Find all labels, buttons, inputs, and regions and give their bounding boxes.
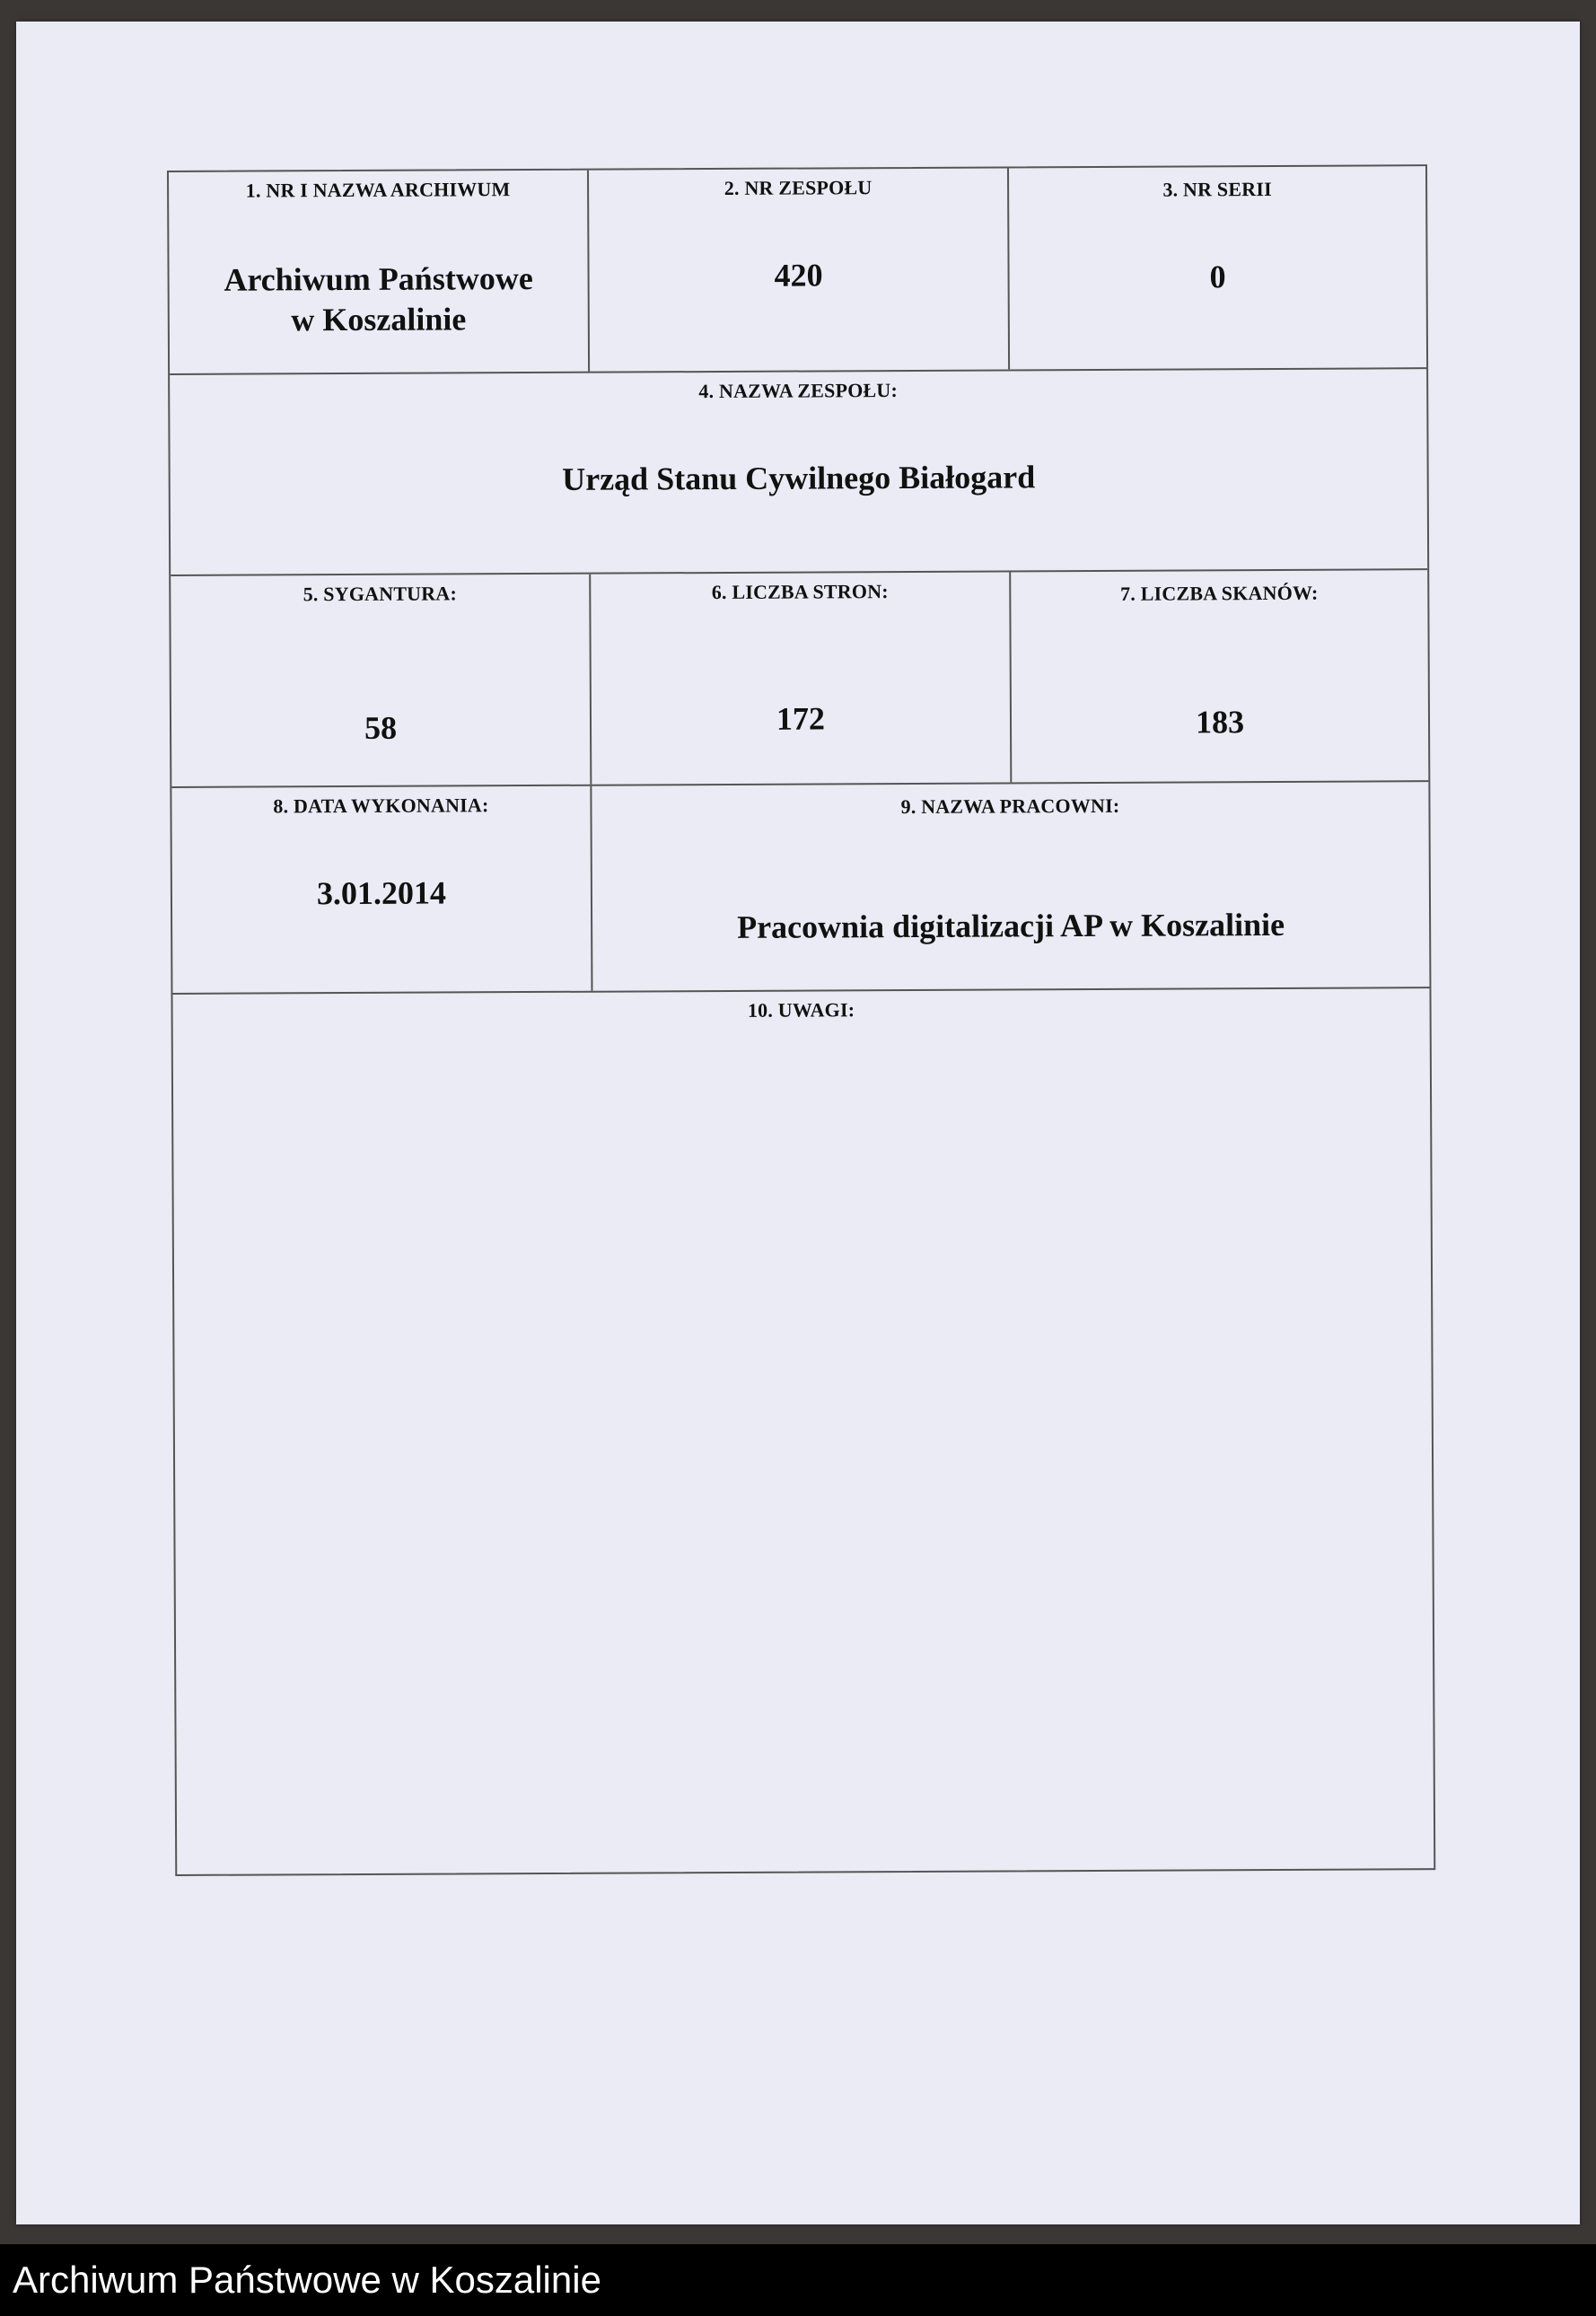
fond-number-label: 2. NR ZESPOŁU [723, 176, 873, 199]
fond-number-cell [589, 168, 1010, 371]
form-row-3 [171, 570, 1428, 788]
fond-number-value: 420 [774, 257, 823, 294]
form-row-5 [172, 988, 1434, 1874]
workshop-cell [592, 782, 1429, 991]
pages-count-value: 172 [776, 700, 826, 737]
form-row-1 [169, 166, 1426, 375]
date-cell [171, 786, 592, 993]
fond-name-cell [170, 369, 1427, 575]
series-number-cell [1009, 166, 1426, 369]
form-row-4 [171, 782, 1429, 995]
archive-caption: Archiwum Państwowe w Koszalinie [13, 2259, 601, 2301]
fond-name-value: Urząd Stanu Cywilnego Białogard [562, 459, 1036, 497]
series-number-value: 0 [1209, 259, 1226, 295]
signature-label: 5. SYGANTURA: [303, 582, 458, 606]
pages-count-label: 6. LICZBA STRON: [711, 580, 889, 604]
scans-count-value: 183 [1195, 704, 1245, 741]
archive-cell [169, 171, 590, 373]
signature-value: 58 [364, 709, 398, 746]
archive-name-line1: Archiwum Państwowe [224, 260, 533, 298]
date-label: 8. DATA WYKONANIA: [273, 794, 489, 818]
remarks-label: 10. UWAGI: [747, 998, 855, 1022]
fond-name-label: 4. NAZWA ZESPOŁU: [698, 379, 899, 403]
scans-count-cell [1011, 570, 1428, 782]
archive-label: 1. NR I NAZWA ARCHIWUM [245, 178, 511, 202]
pages-count-cell [591, 572, 1012, 784]
series-number-label: 3. NR SERII [1162, 177, 1272, 201]
archive-caption-bar [0, 2244, 1596, 2316]
remarks-cell [172, 988, 1434, 1874]
scans-count-label: 7. LICZBA SKANÓW: [1120, 581, 1319, 605]
metadata-form [167, 164, 1435, 1876]
workshop-value: Pracownia digitalizacji AP w Koszalinie [737, 906, 1285, 945]
signature-cell [171, 575, 592, 786]
date-value: 3.01.2014 [316, 874, 447, 912]
archive-value [169, 259, 587, 341]
form-row-2 [170, 369, 1427, 576]
workshop-label: 9. NAZWA PRACOWNI: [900, 794, 1120, 819]
archive-name-line2: w Koszalinie [291, 301, 467, 338]
document-page [16, 22, 1580, 2224]
